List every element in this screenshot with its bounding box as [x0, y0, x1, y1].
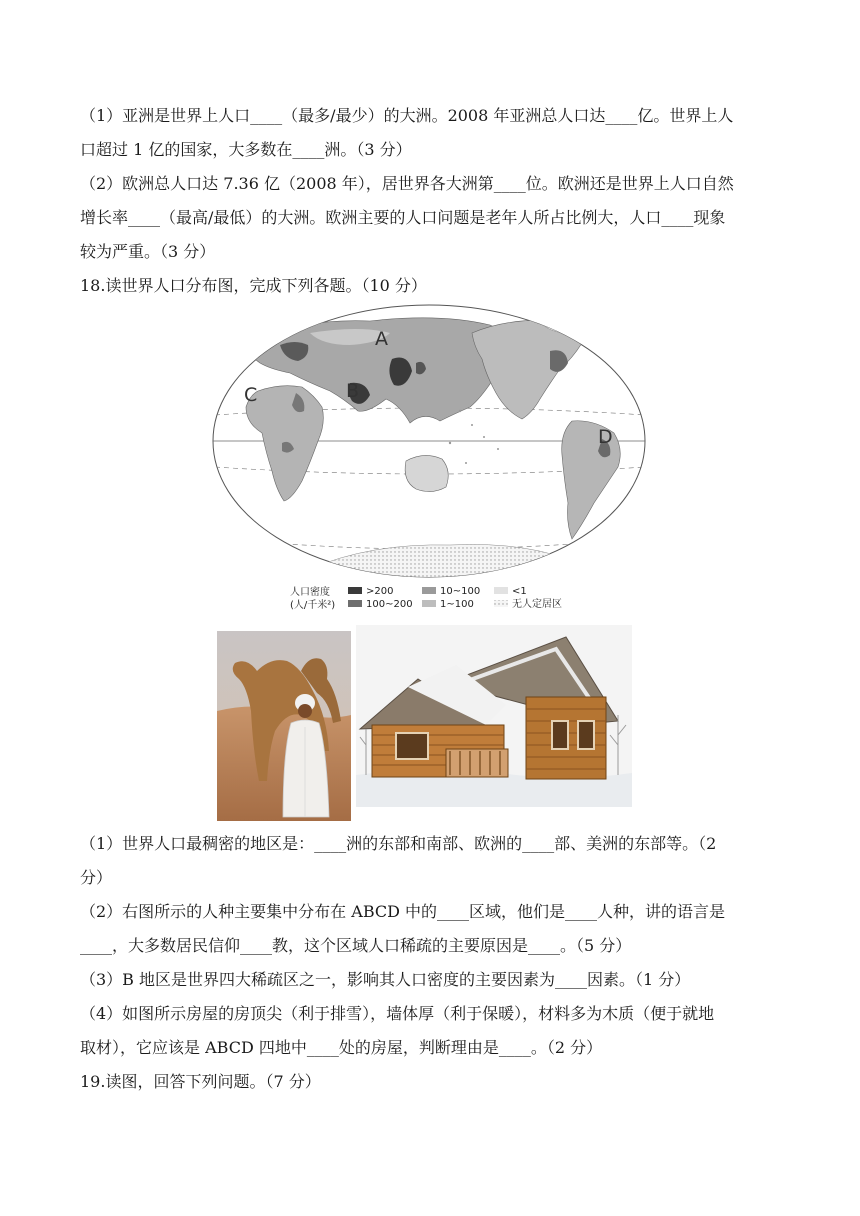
legend-item-label: 无人定居区: [512, 599, 562, 610]
q18-sub2-line2: ____，大多数居民信仰____教，这个区域人口稀疏的主要原因是____。（5 分）: [80, 936, 632, 955]
legend-swatch: [422, 587, 436, 594]
log-house-photo: [356, 625, 632, 807]
australia-landmass: [405, 455, 448, 491]
legend-item-label: 1~100: [440, 599, 474, 610]
q17-part1-line2: 口超过 1 亿的国家，大多数在____洲。（3 分）: [80, 140, 412, 159]
map-label-c: C: [244, 384, 258, 406]
legend-swatch: [422, 600, 436, 607]
q17-part2-line2: 增长率____（最高/最低）的大洲。欧洲主要的人口问题是老年人所占比例大，人口____现象: [80, 208, 726, 227]
q19-heading: 19.读图，回答下列问题。（7 分）: [80, 1072, 321, 1091]
legend-swatch: [494, 587, 508, 594]
q17-part2-line3: 较为严重。（3 分）: [80, 242, 216, 261]
legend-swatch: [348, 600, 362, 607]
legend-title-line2: (人/千米²): [290, 600, 336, 611]
q17-part2-line1: （2）欧洲总人口达 7.36 亿（2008 年），居世界各大洲第____位。欧洲还是世界上人口自然: [80, 174, 734, 193]
legend-item-label: 100~200: [366, 599, 413, 610]
legend-swatch: [494, 600, 508, 607]
q18-sub2-line1: （2）右图所示的人种主要集中分布在 ABCD 中的____区域，他们是____人种，讲的语言是: [80, 902, 726, 921]
legend-item-label: >200: [366, 586, 394, 597]
q17-part1-line1: （1）亚洲是世界上人口____（最多/最少）的大洲。2008 年亚洲总人口达____亿。世界上人: [80, 106, 734, 125]
q18-sub3-line1: （3）B 地区是世界四大稀疏区之一，影响其人口密度的主要因素为____因素。（1 分）: [80, 970, 691, 989]
legend-title-line1: 人口密度: [290, 587, 330, 598]
q18-sub4-line2: 取材），它应该是 ABCD 四地中____处的房屋，判断理由是____。（2 分）: [80, 1038, 603, 1057]
q18-sub1-line1: （1）世界人口最稠密的地区是：____洲的东部和南部、欧洲的____部、美洲的东部等。（2: [80, 834, 717, 853]
q18-sub4-line1: （4）如图所示房屋的房顶尖（利于排雪），墙体厚（利于保暖），材料多为木质（便于就地: [80, 1004, 715, 1023]
map-label-b: B: [346, 380, 360, 402]
desert-camel-photo: [217, 631, 351, 821]
legend-item-label: 10~100: [440, 586, 481, 597]
world-population-map: [210, 303, 650, 615]
map-label-d: D: [598, 426, 613, 448]
legend-swatch: [348, 587, 362, 594]
q18-heading: 18.读世界人口分布图，完成下列各题。（10 分）: [80, 276, 427, 295]
q18-sub1-line2: 分）: [80, 868, 113, 887]
map-label-a: A: [375, 328, 388, 350]
map-legend: [290, 585, 562, 611]
legend-item-label: <1: [512, 586, 527, 597]
